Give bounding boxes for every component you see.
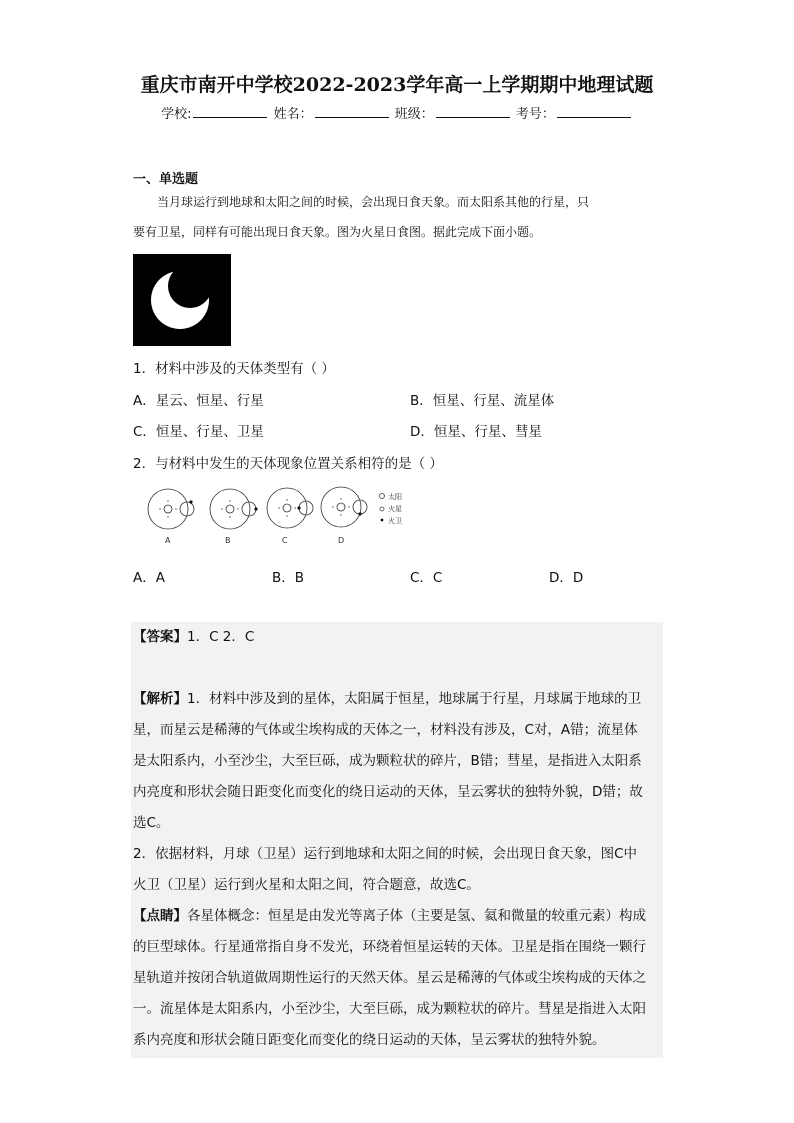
class-blank[interactable] (436, 105, 510, 118)
q1-option-a[interactable]: A．星云、恒星、行星 (133, 393, 264, 409)
tip-text-1: 各星体概念：恒星是由发光等离子体（主要是氢、氦和微量的较重元素）构成 (187, 908, 646, 924)
analysis-line-7: 火卫（卫星）运行到火星和太阳之间，符合题意，故选C。 (133, 877, 480, 893)
question-2-stem: 2．与材料中发生的天体现象位置关系相符的是（ ） (133, 456, 443, 472)
diagram-label-b: B (225, 536, 231, 545)
analysis-text-1: 1．材料中涉及到的星体，太阳属于恒星，地球属于行星，月球属于地球的卫 (187, 691, 642, 707)
section-heading: 一、单选题 (133, 172, 199, 187)
tip-line-5: 系内亮度和形状会随日距变化而变化的绕日运动的天体，呈云雾状的独特外貌。 (133, 1032, 606, 1048)
school-label: 学校: (161, 107, 192, 122)
q2-option-d[interactable]: D．D (549, 570, 584, 586)
legend-moon: 火卫 (388, 517, 402, 525)
analysis-line-2: 星，而星云是稀薄的气体或尘埃构成的天体之一，材料没有涉及，C对，A错；流星体 (133, 722, 638, 738)
diagram-label-d: D (338, 536, 345, 545)
q2-option-c[interactable]: C．C (410, 570, 443, 586)
analysis-line-5: 选C。 (133, 815, 170, 831)
tip-line-2: 的巨型球体。行星通常指自身不发光，环绕着恒星运转的天体。卫星是指在围绕一颗行 (133, 939, 646, 955)
analysis-tag: 【解析】 (133, 691, 187, 707)
legend-sun: 太阳 (388, 493, 402, 501)
answer-tag: 【答案】 (133, 629, 187, 645)
class-label: 班级： (394, 107, 434, 122)
tip-line-3: 星轨道并按闭合轨道做周期性运行的天然天体。星云是稀薄的气体或尘埃构成的天体之 (133, 970, 646, 986)
student-info-line (0, 103, 794, 122)
legend-mars: 火星 (388, 505, 402, 513)
school-blank[interactable] (193, 105, 267, 118)
analysis-line-1 (133, 684, 663, 715)
q2-option-a[interactable]: A．A (133, 570, 165, 586)
page-title: 重庆市南开中学校2022-2023学年高一上学期期中地理试题 (140, 74, 654, 96)
q1-option-b[interactable]: B．恒星、行星、流星体 (410, 393, 555, 409)
analysis-line-4: 内亮度和形状会随日距变化而变化的绕日运动的天体，呈云雾状的独特外貌，D错；故 (133, 784, 643, 800)
tip-line-4: 一。流星体是太阳系内，小至沙尘，大至巨砾，成为颗粒状的碎片。彗星是指进入太阳 (133, 1001, 646, 1017)
question-1-stem: 1．材料中涉及的天体类型有（ ） (133, 361, 335, 377)
diagram-label-a: A (165, 536, 171, 545)
analysis-line-6: 2．依据材料，月球（卫星）运行到地球和太阳之间的时候，会出现日食天象，图C中 (133, 846, 638, 862)
diagram-label-c: C (282, 536, 288, 545)
material-line-1: 当月球运行到地球和太阳之间的时候，会出现日食天象。而太阳系其他的行星，只 (157, 195, 590, 209)
number-label: 考号： (515, 107, 555, 122)
name-label: 姓名： (273, 107, 313, 122)
analysis-line-3: 是太阳系内，小至沙尘，大至巨砾，成为颗粒状的碎片，B错；彗星，是指进入太阳系 (133, 753, 642, 769)
q2-option-b[interactable]: B．B (272, 570, 305, 586)
answer-line (133, 622, 663, 653)
mars-eclipse-image (133, 254, 231, 346)
material-line-2: 要有卫星，同样有可能出现日食天象。图为火星日食图。据此完成下面小题。 (133, 225, 542, 239)
number-blank[interactable] (557, 105, 631, 118)
orbit-position-diagram (145, 484, 410, 546)
tip-tag: 【点睛】 (133, 908, 187, 924)
name-blank[interactable] (315, 105, 389, 118)
tip-line-1 (133, 901, 663, 932)
q1-option-d[interactable]: D．恒星、行星、彗星 (410, 424, 542, 440)
answer-text: 1．C 2．C (187, 629, 255, 645)
q1-option-c[interactable]: C．恒星、行星、卫星 (133, 424, 264, 440)
